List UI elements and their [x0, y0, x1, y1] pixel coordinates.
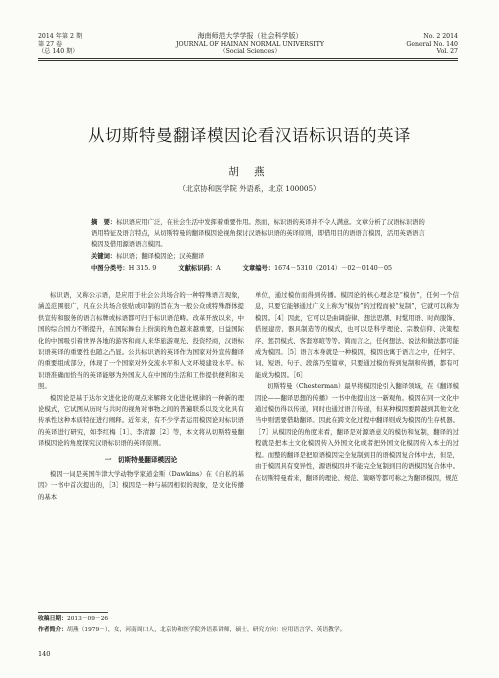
number-line: No. 2 2014	[423, 33, 458, 40]
article-id-label: 文章编号：	[242, 265, 275, 272]
journal-title-en: JOURNAL OF HAINAN NORMAL UNIVERSITY	[176, 40, 324, 48]
received-date	[38, 614, 459, 625]
clc-label: 中图分类号：	[91, 265, 129, 272]
doc-code-group	[178, 263, 220, 274]
issue-line: 2014 年第 2 期	[38, 33, 83, 40]
paragraph-meme-theory: 模因论是基于达尔文进化论的观点来解释文化进化规律的一种新的理论模式，它试图从历时与共时的视角对事物之间的普遍联系以及文化具有传承性这种本质特征进行阐释。近年来，有不少学者运用模因论对标识语的英译进行研究，如李红梅［1］、李清源［2］等，本文将从切斯特曼翻译模因论的角度探究汉语标识语的英译原则。	[38, 394, 244, 448]
footnote-rule	[38, 612, 108, 613]
author-bio	[38, 625, 459, 636]
vol-line: Vol. 27	[436, 48, 458, 55]
journal-title-block	[150, 33, 350, 56]
right-column	[255, 290, 459, 484]
author-bio-text: 胡燕（1979－），女，河南周口人，北京协和医学院外语系讲师，硕士，研究方向：应用语言学、英语教学。	[67, 626, 346, 633]
general-number-line: General No. 140	[406, 40, 458, 48]
journal-subtitle-en: （Social Sciences）	[219, 48, 281, 55]
clc-group	[91, 263, 156, 274]
abstract	[91, 217, 427, 251]
page-number: 140	[38, 650, 51, 658]
header-rule-thin	[38, 60, 458, 61]
article-title: 从切斯特曼翻译模因论看汉语标识语的英译	[88, 126, 411, 145]
received-value: 2013－09－26	[67, 616, 109, 622]
journal-number-info	[360, 33, 458, 56]
footnote	[38, 614, 459, 635]
doc-code-value: A	[216, 265, 221, 272]
paragraph-intro: 标识语，又称公示语，是应用于社会公共场合的一种特殊语言现象，涵盖范围很广，凡在公共场合张贴或印制的旨在为一般公众或特殊群体提供宣传和服务的语言标牌或标语都可归于标识语范畴。改革开放以来，中国的综合国力不断提升，在国际舞台上扮演的角色越来越重要，日益国际化的中国吸引着世界各地的游客和商人来华旅游观光、投资经商，汉语标识语英译的重要性也随之凸显。公共标识语的英译作为国家对外宣传翻译的重要组成部分，体现了一个国家对外交流水平和人文环境建设水平。标识语准确而恰当的英译能够为外国友人在中国的生活和工作提供便利和关照。	[38, 292, 244, 391]
received-label: 收稿日期：	[38, 616, 67, 622]
article-id-value: 1674－5310（2014）－02－0140－05	[274, 265, 393, 272]
doc-code-label: 文献标识码：	[178, 265, 217, 272]
general-issue-line: （总 140 期）	[38, 48, 79, 55]
keywords-text: 标识语；翻译模因论；汉英翻译	[116, 253, 205, 260]
article-id-group	[243, 263, 392, 274]
abstract-text: 标识语应用广泛，在社会生活中发挥着重要作用。然而，标识语的英译并不令人满意。文章分析了汉语标识语的语用特征及语言特点，从切斯特曼的翻译模因论视角探讨汉语标识语的英译原则，即借用目的语语言模因，活用英语语言模因及借用源语语言模因。	[91, 219, 425, 249]
paragraph-meme-origin: 模因一词是英国牛津大学动物学家道金斯（Dawkins）在《自私的基因》一书中首次提出的，［3］模因是一种与基因相似的现象，是文化传播的基本	[38, 470, 244, 501]
header-rule	[38, 58, 458, 59]
journal-issue-info	[38, 33, 148, 56]
section-heading: 一 切斯特曼翻译模因论	[104, 455, 178, 464]
abstract-label: 摘 要：	[91, 219, 117, 226]
clc-value: H 315. 9	[128, 265, 157, 272]
classification-line	[91, 263, 427, 274]
keywords	[91, 251, 427, 262]
author-affiliation: （北京协和医学院 外语系，北京 100005）	[178, 184, 321, 193]
author-bio-label: 作者简介：	[38, 626, 67, 633]
paragraph-chesterman: 切斯特曼（Chesterman）最早将模因论引入翻译领域，在《翻译模因论——翻译思想的传播》一书中他提出这一新观角。模因在同一文化中通过模仿得以传递，同时也通过语言传递，但某种模因要跨越到其他文化当中则需要借助翻译。因此在跨文化过程中翻译则成为模因的生存机器。［7］从模因论的角度来看，翻译是对源语意义的模仿和复制，翻译的过程就是把本土文化模因传入外国文化或者把外国文化模因传入本土的过程。而整的翻译是把原语模因完全复制到目的语模因复合体中去，但是，由于模因具有变异性，源语模因并不能完全复制到目的语模因复合体中。在切斯特曼看来，翻译的理论、规范、策略等都可称之为翻译模因，规范	[255, 383, 459, 482]
volume-line: 第 27 卷	[38, 40, 63, 48]
left-column	[38, 290, 244, 503]
journal-title-cn: 海南师范大学学报（社会科学版）	[197, 32, 303, 40]
article-author: 胡 燕	[228, 166, 271, 178]
keywords-label: 关键词：	[91, 253, 117, 260]
paragraph-meme-continued: 单位，通过模仿而得到传播。模因论的核心理念是“模仿”，任何一个信息，只要它能够通过广义上称为“模仿”的过程而被“复制”，它就可以称为模因。［4］因此，它可以是曲调旋律、想法思潮、时髦用语、时尚服饰、搭屋建房、器具制造等的模式，也可以是科学理论、宗教信仰、决策程序、惩罚模式、客套寒暄等等。简而言之，任何想法、说法和做法都可能成为模因。［5］语言本身就是一种模因，模因也寓于语言之中，任何字、词、短语、句子、段落乃至篇章，只要通过模仿得到复制和传播，都有可能成为模因。［6］	[255, 292, 459, 379]
